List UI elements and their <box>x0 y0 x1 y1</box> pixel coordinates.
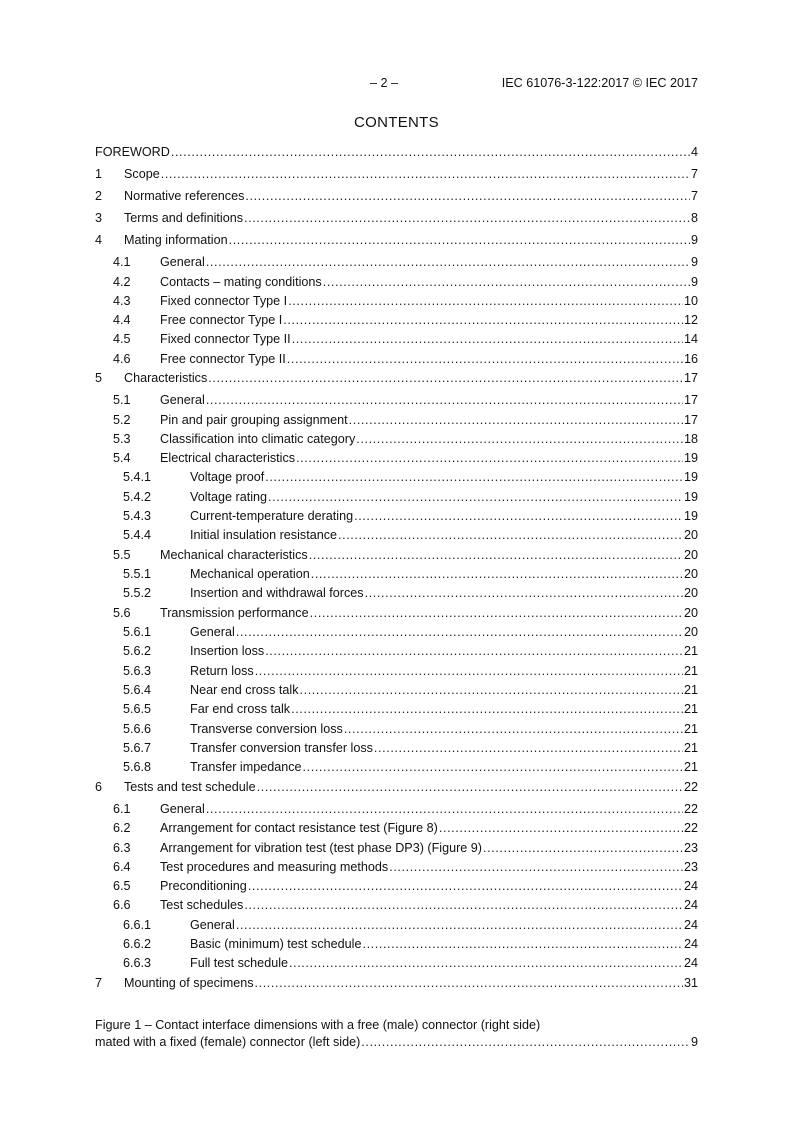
toc-entry-page: 22 <box>683 821 698 835</box>
toc-entry-label: Transmission performance <box>160 606 309 620</box>
toc-entry[interactable] <box>113 450 698 467</box>
toc-entry-label: Fixed connector Type II <box>160 332 291 346</box>
toc-entry-label: General <box>190 918 235 932</box>
dot-leader <box>349 412 683 429</box>
toc-entry-number: 5.1 <box>113 393 131 407</box>
dot-leader <box>389 859 683 876</box>
toc-entry-label: Free connector Type I <box>160 313 283 327</box>
dot-leader <box>344 721 683 738</box>
toc-entry[interactable] <box>95 144 698 161</box>
dot-leader <box>439 820 683 837</box>
toc-entry-number: 5 <box>95 371 103 385</box>
toc-entry[interactable] <box>113 897 698 914</box>
dot-leader <box>374 740 683 757</box>
toc-entry-label: Mounting of specimens <box>124 976 254 990</box>
toc-entry[interactable] <box>123 469 698 486</box>
toc-entry-label: Pin and pair grouping assignment <box>160 413 348 427</box>
dot-leader <box>244 897 683 914</box>
toc-entry-label: General <box>190 625 235 639</box>
toc-entry-number: 5.5.2 <box>123 586 152 600</box>
toc-entry-label: Insertion loss <box>190 644 265 658</box>
toc-entry-label: Test schedules <box>160 898 244 912</box>
dot-leader <box>287 351 683 368</box>
toc-entry-page: 19 <box>683 509 698 523</box>
toc-entry-number: 4.5 <box>113 332 131 346</box>
toc-entry[interactable] <box>123 701 698 718</box>
toc-entry-page: 24 <box>683 937 698 951</box>
toc-entry[interactable] <box>123 740 698 757</box>
toc-entry-label: Current-temperature derating <box>190 509 354 523</box>
toc-entry-page: 24 <box>683 918 698 932</box>
toc-entry-page: 22 <box>683 780 698 794</box>
dot-leader <box>356 431 683 448</box>
toc-entry[interactable] <box>113 274 698 291</box>
dot-leader <box>291 701 683 718</box>
toc-entry-page: 16 <box>683 352 698 366</box>
toc-entry-page: 14 <box>683 332 698 346</box>
toc-entry-label: FOREWORD <box>95 145 170 159</box>
toc-entry-page: 20 <box>683 567 698 581</box>
toc-entry[interactable] <box>95 188 698 205</box>
dot-leader <box>309 547 683 564</box>
toc-entry-page: 23 <box>683 841 698 855</box>
toc-entry-number: 5.6.5 <box>123 702 152 716</box>
dot-leader <box>283 312 683 329</box>
toc-entry[interactable] <box>113 312 698 329</box>
figure-caption-line-2: mated with a fixed (female) connector (left side) <box>95 1035 361 1049</box>
dot-leader <box>338 527 683 544</box>
toc-entry-label: Return loss <box>190 664 254 678</box>
dot-leader <box>310 605 683 622</box>
toc-entry-label: Far end cross talk <box>190 702 291 716</box>
toc-entry[interactable] <box>123 489 698 506</box>
dot-leader <box>362 936 683 953</box>
figure-caption-line-1: Figure 1 – Contact interface dimensions with a free (male) connector (right side) <box>95 1018 541 1032</box>
toc-entry-label: Transverse conversion loss <box>190 722 343 736</box>
toc-entry-label: Insertion and withdrawal forces <box>190 586 364 600</box>
toc-entry-page: 20 <box>683 625 698 639</box>
toc-entry-page: 9 <box>690 233 698 247</box>
toc-entry-page: 19 <box>683 490 698 504</box>
toc-entry-label: Fixed connector Type I <box>160 294 288 308</box>
toc-entry[interactable] <box>123 663 698 680</box>
toc-entry-number: 6.6.3 <box>123 956 152 970</box>
dot-leader <box>255 975 683 992</box>
toc-entry-number: 5.5 <box>113 548 131 562</box>
dot-leader <box>289 955 683 972</box>
toc-entry-page: 12 <box>683 313 698 327</box>
toc-entry-label: General <box>160 802 205 816</box>
toc-entry-label: General <box>160 393 205 407</box>
toc-entry-number: 6.6.2 <box>123 937 152 951</box>
toc-entry-label: Transfer impedance <box>190 760 302 774</box>
toc-entry[interactable] <box>113 605 698 622</box>
toc-entry-number: 5.6.2 <box>123 644 152 658</box>
toc-entry-number: 5.6.1 <box>123 625 152 639</box>
toc-entry-label: Contacts – mating conditions <box>160 275 322 289</box>
toc-entry-number: 6.1 <box>113 802 131 816</box>
dot-leader <box>265 643 683 660</box>
toc-entry-number: 5.6.7 <box>123 741 152 755</box>
dot-leader <box>236 624 683 641</box>
toc-entry[interactable] <box>113 431 698 448</box>
toc-entry-label: Voltage rating <box>190 490 268 504</box>
toc-entry-number: 4.3 <box>113 294 131 308</box>
toc-entry-page: 21 <box>683 741 698 755</box>
toc-entry-number: 4.6 <box>113 352 131 366</box>
toc-entry[interactable] <box>95 779 698 796</box>
toc-entry-label: Classification into climatic category <box>160 432 356 446</box>
toc-entry-page: 18 <box>683 432 698 446</box>
toc-entry-page: 23 <box>683 860 698 874</box>
dot-leader <box>236 917 683 934</box>
toc-entry-page: 24 <box>683 879 698 893</box>
toc-entry-page: 9 <box>690 255 698 269</box>
toc-entry-page: 21 <box>683 683 698 697</box>
toc-entry-number: 5.6.4 <box>123 683 152 697</box>
toc-entry-number: 6.5 <box>113 879 131 893</box>
toc-entry-label: Full test schedule <box>190 956 289 970</box>
dot-leader <box>292 331 683 348</box>
toc-entry-number: 5.4.2 <box>123 490 152 504</box>
toc-entry-number: 4.1 <box>113 255 131 269</box>
toc-entry-label: Mating information <box>124 233 228 247</box>
toc-entry[interactable] <box>113 820 698 837</box>
toc-entry-label: Arrangement for vibration test (test phase DP3) (Figure 9) <box>160 841 482 855</box>
toc-entry-label: Free connector Type II <box>160 352 286 366</box>
toc-entry[interactable] <box>123 721 698 738</box>
standard-reference: IEC 61076-3-122:2017 © IEC 2017 <box>501 76 698 90</box>
toc-entry[interactable] <box>123 585 698 602</box>
toc-entry-label: Transfer conversion transfer loss <box>190 741 373 755</box>
toc-entry[interactable] <box>123 682 698 699</box>
toc-entry-label: Mechanical characteristics <box>160 548 308 562</box>
toc-entry-page: 24 <box>683 956 698 970</box>
toc-entry[interactable] <box>113 547 698 564</box>
figure-list-entry[interactable] <box>95 1017 698 1051</box>
dot-leader <box>311 566 683 583</box>
toc-entry-label: Test procedures and measuring methods <box>160 860 389 874</box>
page-header <box>95 76 698 92</box>
dot-leader <box>208 370 683 387</box>
toc-entry-page: 20 <box>683 586 698 600</box>
dot-leader <box>300 682 683 699</box>
toc-entry[interactable] <box>113 412 698 429</box>
toc-entry-number: 5.4.1 <box>123 470 152 484</box>
dot-leader <box>245 188 690 205</box>
toc-entry[interactable] <box>123 527 698 544</box>
toc-entry[interactable] <box>123 566 698 583</box>
toc-entry-number: 5.2 <box>113 413 131 427</box>
toc-entry-page: 10 <box>683 294 698 308</box>
toc-entry-page: 19 <box>683 470 698 484</box>
toc-entry[interactable] <box>95 370 698 387</box>
toc-entry[interactable] <box>113 351 698 368</box>
dot-leader <box>248 878 683 895</box>
toc-entry-page: 19 <box>683 451 698 465</box>
toc-entry-label: Basic (minimum) test schedule <box>190 937 362 951</box>
toc-entry-number: 5.6 <box>113 606 131 620</box>
toc-entry-number: 1 <box>95 167 103 181</box>
dot-leader <box>257 779 683 796</box>
toc-entry[interactable] <box>95 166 698 183</box>
toc-entry[interactable] <box>95 210 698 227</box>
toc-entry-number: 5.3 <box>113 432 131 446</box>
toc-entry[interactable] <box>95 975 698 992</box>
dot-leader <box>265 469 683 486</box>
toc-entry-number: 6.4 <box>113 860 131 874</box>
dot-leader <box>361 1034 690 1051</box>
toc-entry-label: Electrical characteristics <box>160 451 296 465</box>
toc-entry-number: 6 <box>95 780 103 794</box>
toc-entry[interactable] <box>123 936 698 953</box>
toc-entry-number: 7 <box>95 976 103 990</box>
toc-entry[interactable] <box>113 840 698 857</box>
dot-leader <box>255 663 683 680</box>
toc-entry-page: 20 <box>683 528 698 542</box>
dot-leader <box>229 232 690 249</box>
toc-entry-label: Tests and test schedule <box>124 780 256 794</box>
dot-leader <box>206 392 683 409</box>
toc-entry-number: 6.6 <box>113 898 131 912</box>
dot-leader <box>244 210 690 227</box>
toc-entry[interactable] <box>113 801 698 818</box>
toc-entry-page: 20 <box>683 548 698 562</box>
toc-entry-number: 5.6.3 <box>123 664 152 678</box>
toc-entry-page: 21 <box>683 760 698 774</box>
toc-entry-page: 21 <box>683 664 698 678</box>
toc-entry-page: 20 <box>683 606 698 620</box>
toc-entry-number: 6.6.1 <box>123 918 152 932</box>
toc-entry[interactable] <box>113 331 698 348</box>
toc-entry-page: 4 <box>690 145 698 159</box>
toc-entry-number: 6.3 <box>113 841 131 855</box>
toc-entry-label: Normative references <box>124 189 245 203</box>
toc-entry-number: 4 <box>95 233 103 247</box>
toc-entry-number: 5.4.3 <box>123 509 152 523</box>
dot-leader <box>323 274 690 291</box>
toc-entry-page: 17 <box>683 393 698 407</box>
toc-entry-number: 5.4 <box>113 451 131 465</box>
toc-entry-page: 17 <box>683 413 698 427</box>
toc-entry[interactable] <box>123 624 698 641</box>
toc-entry-number: 5.4.4 <box>123 528 152 542</box>
toc-entry-page: 24 <box>683 898 698 912</box>
toc-entry-page: 22 <box>683 802 698 816</box>
toc-entry-number: 3 <box>95 211 103 225</box>
dot-leader <box>268 489 683 506</box>
toc-entry-page: 7 <box>690 167 698 181</box>
dot-leader <box>303 759 683 776</box>
toc-entry-number: 5.5.1 <box>123 567 152 581</box>
toc-entry[interactable] <box>113 392 698 409</box>
dot-leader <box>206 801 683 818</box>
toc-entry[interactable] <box>123 955 698 972</box>
dot-leader <box>161 166 690 183</box>
toc-entry-number: 6.2 <box>113 821 131 835</box>
toc-entry-label: Initial insulation resistance <box>190 528 338 542</box>
dot-leader <box>296 450 683 467</box>
toc-entry-page: 7 <box>690 189 698 203</box>
toc-entry-page: 8 <box>690 211 698 225</box>
toc-entry[interactable] <box>123 508 698 525</box>
dot-leader <box>171 144 690 161</box>
toc-entry[interactable] <box>95 232 698 249</box>
toc-entry-label: Preconditioning <box>160 879 247 893</box>
toc-entry-page: 21 <box>683 722 698 736</box>
toc-entry-page: 9 <box>690 275 698 289</box>
page-number: – 2 – <box>370 76 399 90</box>
dot-leader <box>288 293 683 310</box>
toc-entry-label: Mechanical operation <box>190 567 310 581</box>
toc-entry[interactable] <box>113 859 698 876</box>
toc-entry[interactable] <box>113 878 698 895</box>
toc-entry-page: 17 <box>683 371 698 385</box>
toc-entry[interactable] <box>123 917 698 934</box>
dot-leader <box>365 585 683 602</box>
toc-entry-page: 21 <box>683 644 698 658</box>
toc-entry-number: 4.2 <box>113 275 131 289</box>
toc-entry[interactable] <box>113 254 698 271</box>
toc-entry-label: Terms and definitions <box>124 211 244 225</box>
toc-entry-number: 5.6.6 <box>123 722 152 736</box>
toc-entry-label: Scope <box>124 167 160 181</box>
toc-entry-number: 2 <box>95 189 103 203</box>
toc-entry-label: Voltage proof <box>190 470 265 484</box>
dot-leader <box>206 254 690 271</box>
toc-entry-label: Characteristics <box>124 371 208 385</box>
toc-entry[interactable] <box>123 759 698 776</box>
toc-entry-label: General <box>160 255 205 269</box>
toc-entry-page: 21 <box>683 702 698 716</box>
page-title: CONTENTS <box>354 114 439 131</box>
figure-page-number: 9 <box>690 1035 698 1049</box>
toc-entry-number: 5.6.8 <box>123 760 152 774</box>
toc-entry[interactable] <box>113 293 698 310</box>
toc-entry[interactable] <box>123 643 698 660</box>
dot-leader <box>483 840 683 857</box>
toc-entry-page: 31 <box>683 976 698 990</box>
toc-entry-label: Arrangement for contact resistance test (Figure 8) <box>160 821 438 835</box>
toc-entry-label: Near end cross talk <box>190 683 299 697</box>
toc-entry-number: 4.4 <box>113 313 131 327</box>
dot-leader <box>354 508 683 525</box>
